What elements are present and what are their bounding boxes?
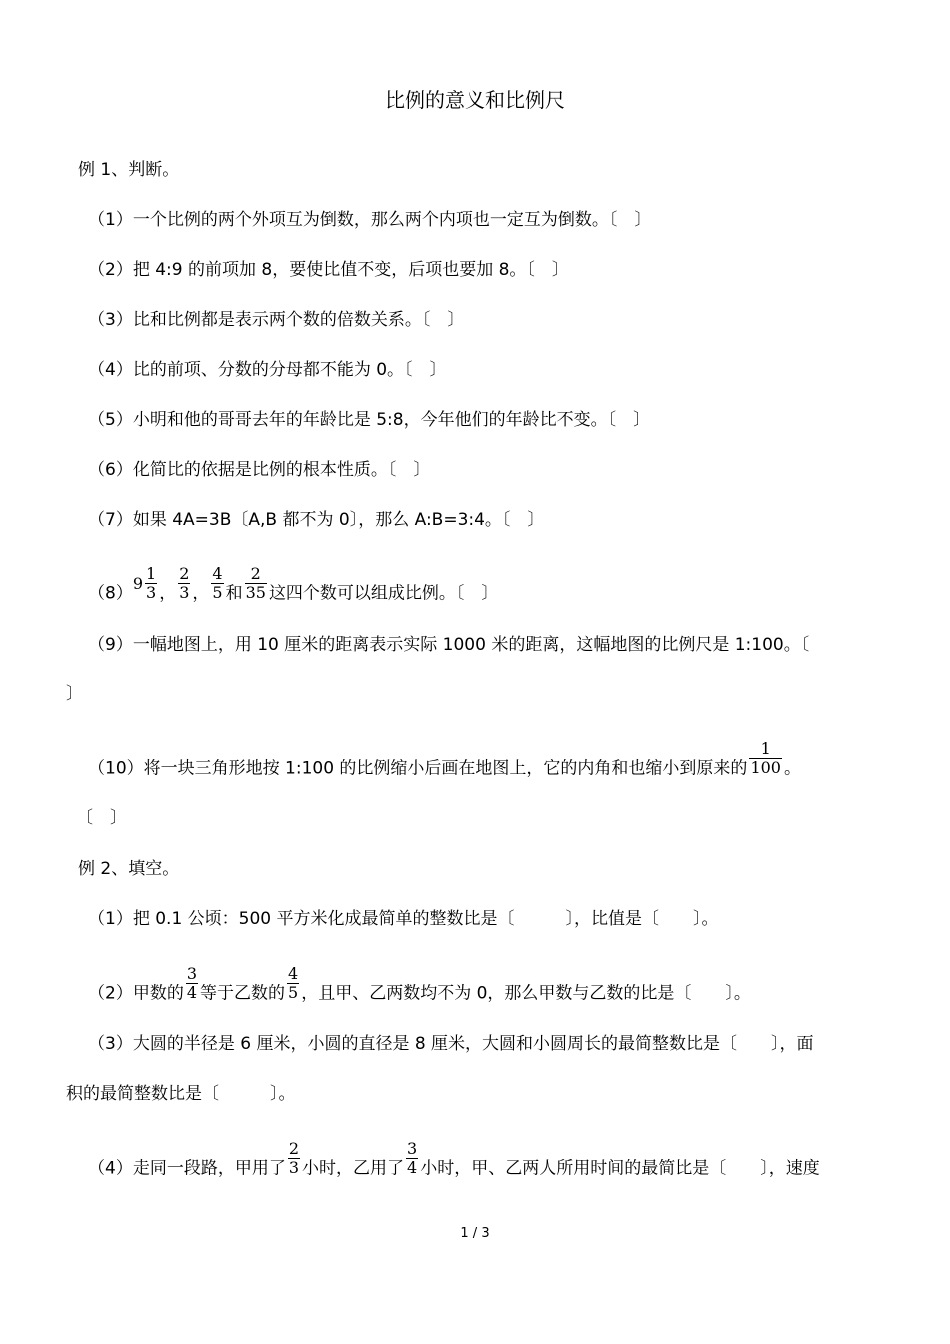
- fraction-two-thirds: $\frac{2}{3}$: [288, 1139, 300, 1177]
- ex1-question-10-answer: 〔 〕: [76, 808, 127, 828]
- fraction-1: $\frac{1}{3}$: [146, 564, 157, 602]
- ex1-question-6: （6）化简比的依据是比例的根本性质。〔 〕: [88, 460, 431, 480]
- ex1-question-8: （8）9 $\frac{1}{3}$ ， $\frac{2}{3}$ ， $\frac{4}{5}$ 和 $\frac{2}{35}$ 这四个数可以组成比例。〔 〕: [88, 564, 499, 604]
- fraction-4: $\frac{2}{35}$: [245, 564, 266, 602]
- ex1-question-3: （3）比和比例都是表示两个数的倍数关系。〔 〕: [88, 310, 465, 330]
- ex1-question-10: （10）将一块三角形地按 1:100 的比例缩小后画在地图上，它的内角和也缩小到原来的 $\frac{1}{100}$ 。: [88, 739, 801, 779]
- fraction-one-hundredth: $\frac{1}{100}$: [750, 739, 781, 777]
- page-number: 1 / 3: [460, 1226, 490, 1241]
- ex1-question-2: （2）把 4:9 的前项加 8，要使比值不变，后项也要加 8。〔 〕: [88, 260, 569, 280]
- fraction-three-quarters: $\frac{3}{4}$: [186, 964, 198, 1002]
- example-1-heading: 例 1、判断。: [78, 160, 180, 180]
- mixed-number-whole: 9: [132, 573, 144, 593]
- ex1-question-1: （1）一个比例的两个外项互为倒数，那么两个内项也一定互为倒数。〔 〕: [88, 210, 652, 230]
- fraction-2: $\frac{2}{3}$: [179, 564, 190, 602]
- page-title: 比例的意义和比例尺: [385, 88, 565, 112]
- ex2-question-3-continued: 积的最简整数比是〔 〕。: [66, 1084, 296, 1104]
- example-2-heading: 例 2、填空。: [78, 859, 180, 879]
- ex2-question-3: （3）大圆的半径是 6 厘米，小圆的直径是 8 厘米，大圆和小圆周长的最简整数比是〔 〕，面: [88, 1034, 814, 1054]
- fraction-three-quarters-2: $\frac{3}{4}$: [407, 1139, 418, 1177]
- question-8-prefix: （8）: [88, 583, 133, 604]
- ex1-question-7: （7）如果 4A=3B〔A,B 都不为 0〕，那么 A:B=3:4。〔 〕: [88, 510, 545, 530]
- ex1-question-9-continued: 〕: [66, 684, 83, 704]
- ex2-question-4: （4）走同一段路，甲用了 $\frac{2}{3}$ 小时，乙用了 $\frac{3}{4}$ 小时，甲、乙两人所用时间的最简比是〔 〕，速度: [88, 1139, 820, 1179]
- ex1-question-9: （9）一幅地图上，用 10 厘米的距离表示实际 1000 米的距离，这幅地图的比例尺是 1:100。〔: [88, 635, 810, 655]
- ex1-question-4: （4）比的前项、分数的分母都不能为 0。〔 〕: [88, 360, 447, 380]
- fraction-four-fifths: $\frac{4}{5}$: [288, 964, 299, 1002]
- question-8-suffix: 这四个数可以组成比例。〔 〕: [268, 583, 499, 604]
- ex2-question-1: （1）把 0.1 公顷：500 平方米化成最简单的整数比是〔 〕，比值是〔 〕。: [88, 909, 719, 929]
- fraction-3: $\frac{4}{5}$: [212, 564, 223, 602]
- ex1-question-5: （5）小明和他的哥哥去年的年龄比是 5:8，今年他们的年龄比不变。〔 〕: [88, 410, 651, 430]
- ex2-question-2: （2）甲数的 $\frac{3}{4}$ 等于乙数的 $\frac{4}{5}$ ，且甲、乙两数均不为 0，那么甲数与乙数的比是〔 〕。: [88, 964, 751, 1004]
